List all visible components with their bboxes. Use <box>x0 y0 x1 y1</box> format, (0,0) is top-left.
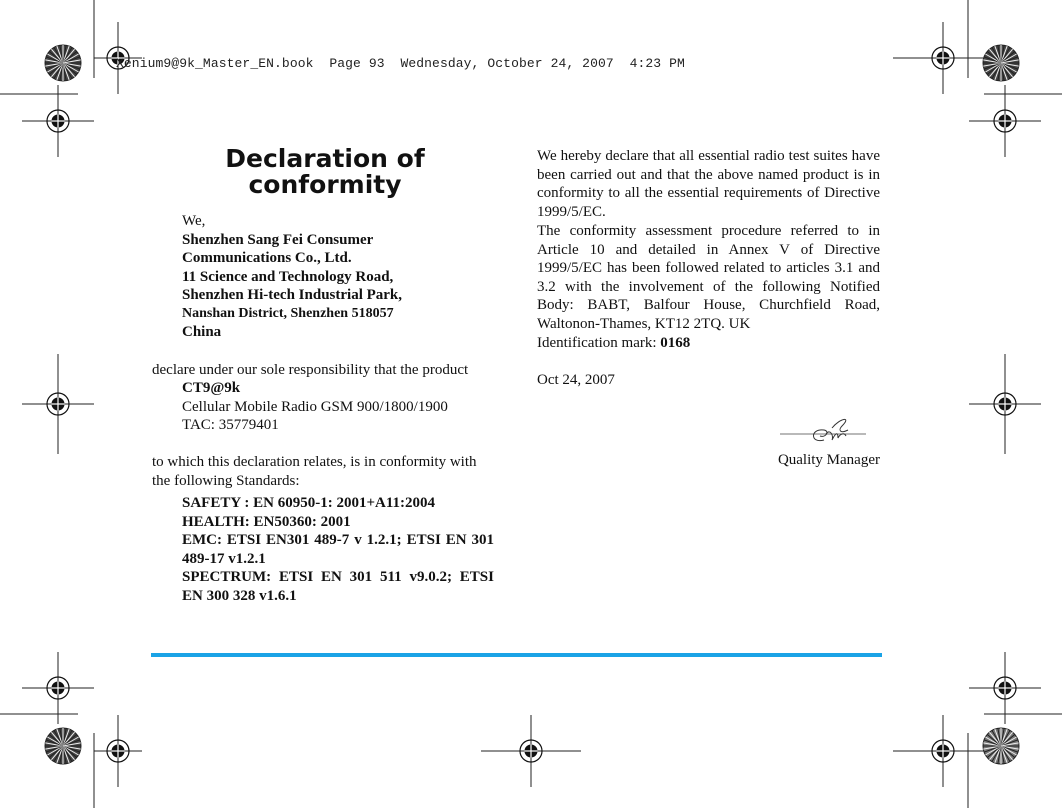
address-line-1: 11 Science and Technology Road, <box>182 268 394 285</box>
page-title: Declaration of conformity <box>225 144 425 199</box>
product-tac: TAC: 35779401 <box>182 417 279 433</box>
standard-spectrum: SPECTRUM: ETSI EN 301 511 v9.0.2; ETSI EN 300 328 v1.6.1 <box>182 569 494 604</box>
product-intro: declare under our sole responsibility that the product <box>152 362 469 378</box>
starburst-target <box>45 728 81 764</box>
bottom-rule <box>151 653 882 657</box>
starburst-target <box>45 45 81 81</box>
declaration-paragraph-2: The conformity assessment procedure referred to in Article 10 and detailed in Annex V of Directive 1999/5/EC has been followed related to articles 3.1 and 3.2 with the involvement of the following Notified Body: BABT, Balfour House, Churchfield Road, Waltonon-Thames, KT12 2TQ. UK <box>537 223 880 332</box>
standard-health: HEALTH: EN50360: 2001 <box>182 513 351 530</box>
addressee-block <box>182 212 512 342</box>
registration-target <box>969 652 1041 724</box>
declaration-date: Oct 24, 2007 <box>537 372 615 388</box>
product-name: CT9@9k <box>182 380 241 396</box>
starburst-target <box>983 45 1019 81</box>
product-description: Cellular Mobile Radio GSM 900/1800/1900 <box>182 398 448 415</box>
registration-target <box>94 715 142 787</box>
identification-value: 0168 <box>660 335 691 351</box>
signatory-title: Quality Manager <box>777 452 880 468</box>
standard-emc: EMC: ETSI EN301 489-7 v 1.2.1; ETSI EN 301 489-17 v1.2.1 <box>182 532 494 567</box>
registration-target <box>481 715 581 787</box>
registration-target <box>22 85 94 157</box>
registration-target <box>969 354 1041 454</box>
registration-target <box>22 354 94 454</box>
registration-target <box>893 22 993 94</box>
identification-mark <box>537 334 880 353</box>
product-block <box>182 379 497 435</box>
identification-label: Identification mark: <box>537 335 657 351</box>
declaration-paragraph-1: We hereby declare that all essential radio test suites have been carried out and that the above named product is in conformity to all the essential requirements of Directive 1999/5/EC. <box>537 148 880 220</box>
standards-intro: to which this declaration relates, is in conformity with the following Standards: <box>152 454 477 489</box>
we-line: We, <box>182 213 206 229</box>
signature-image <box>780 414 870 448</box>
registration-target <box>22 652 94 724</box>
company-line-2: Communications Co., Ltd. <box>182 250 352 266</box>
country: China <box>182 324 222 340</box>
starburst-target <box>983 728 1019 764</box>
standard-safety: SAFETY : EN 60950-1: 2001+A11:2004 <box>182 495 435 511</box>
book-slug-line: Xenium9@9k_Master_EN.book Page 93 Wednesday, October 24, 2007 4:23 PM <box>116 56 685 71</box>
registration-target <box>969 85 1041 157</box>
company-line-1: Shenzhen Sang Fei Consumer <box>182 231 374 248</box>
registration-target <box>893 715 993 787</box>
address-line-2: Shenzhen Hi-tech Industrial Park, <box>182 287 403 303</box>
standards-list <box>182 494 494 605</box>
address-line-3: Nanshan District, Shenzhen 518057 <box>182 305 394 321</box>
